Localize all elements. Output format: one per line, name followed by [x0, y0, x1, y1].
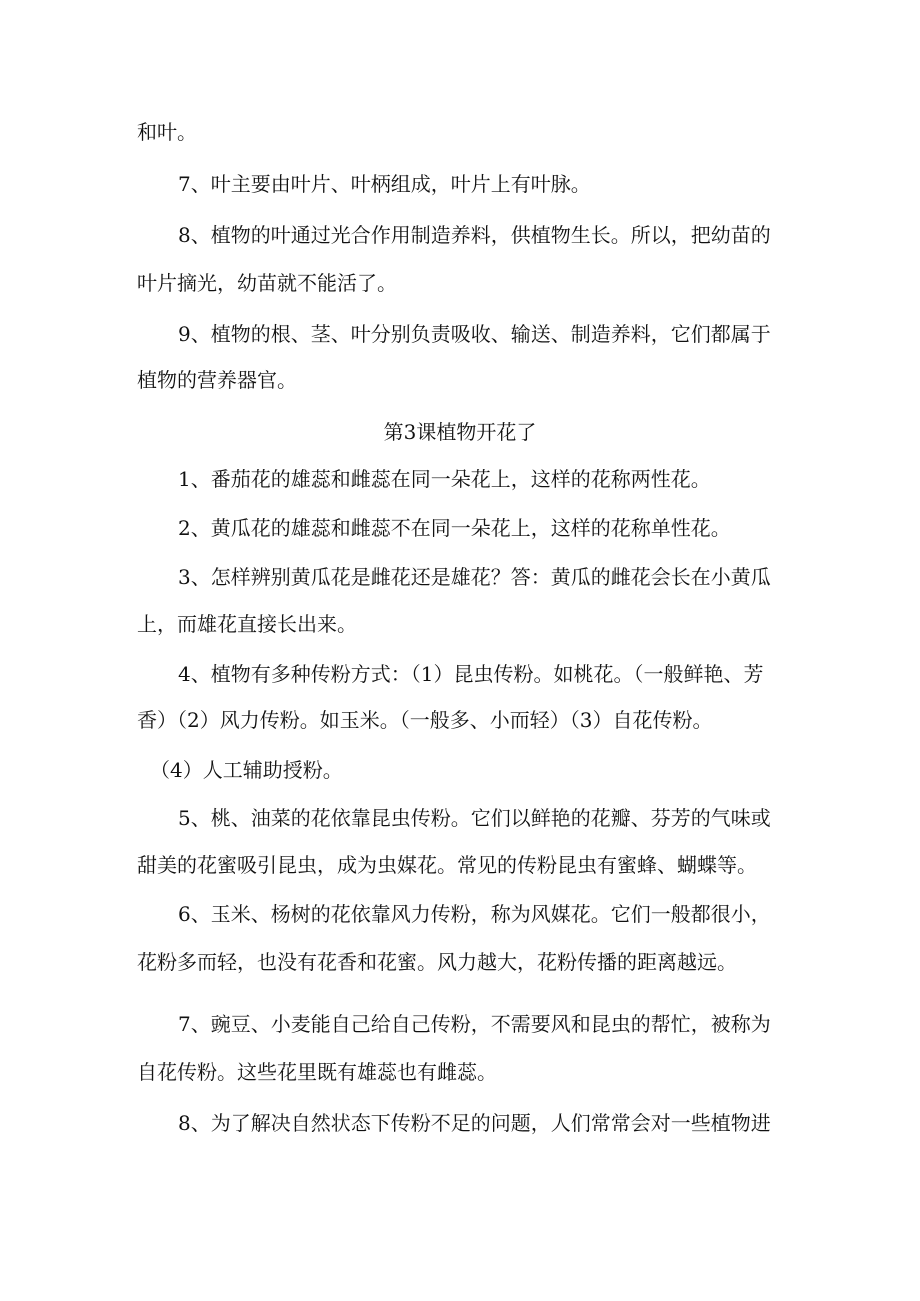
lesson-paragraph-3-line-1: 3、怎样辨别黄瓜花是雌花还是雄花？答：黄瓜的雌花会长在小黄瓜	[178, 565, 771, 589]
lesson-paragraph-5-line-1: 5、桃、油菜的花依靠昆虫传粉。它们以鲜艳的花瓣、芬芳的气味或	[178, 806, 771, 830]
lesson-paragraph-3-line-2: 上，而雄花直接长出来。	[137, 612, 357, 636]
paragraph-9-line-1: 9、植物的根、茎、叶分别负责吸收、输送、制造养料，它们都属于	[178, 322, 771, 346]
continuation-text: 和叶。	[137, 120, 197, 144]
lesson-paragraph-8-line-1: 8、为了解决自然状态下传粉不足的问题，人们常常会对一些植物进	[178, 1111, 771, 1135]
paragraph-8-line-2: 叶片摘光，幼苗就不能活了。	[137, 271, 397, 295]
lesson-paragraph-4-line-1: 4、植物有多种传粉方式：（1）昆虫传粉。如桃花。（一般鲜艳、芳	[178, 662, 764, 686]
paragraph-9-line-2: 植物的营养器官。	[137, 368, 297, 392]
paragraph-7: 7、叶主要由叶片、叶柄组成，叶片上有叶脉。	[178, 172, 591, 196]
lesson-paragraph-6-line-1: 6、玉米、杨树的花依靠风力传粉，称为风媒花。它们一般都很小，	[178, 902, 771, 926]
lesson-paragraph-2: 2、黄瓜花的雄蕊和雌蕊不在同一朵花上，这样的花称单性花。	[178, 516, 731, 540]
lesson-paragraph-4-line-2: 香）（2）风力传粉。如玉米。（一般多、小而轻）（3）自花传粉。	[137, 708, 713, 732]
paragraph-8-line-1: 8、植物的叶通过光合作用制造养料，供植物生长。所以，把幼苗的	[178, 223, 771, 247]
lesson-paragraph-1: 1、番茄花的雄蕊和雌蕊在同一朵花上，这样的花称两性花。	[178, 467, 711, 491]
lesson-paragraph-7-line-1: 7、豌豆、小麦能自己给自己传粉，不需要风和昆虫的帮忙，被称为	[178, 1012, 771, 1036]
lesson-title: 第3课植物开花了	[383, 420, 537, 444]
lesson-paragraph-5-line-2: 甜美的花蜜吸引昆虫，成为虫媒花。常见的传粉昆虫有蜜蜂、蝴蝶等。	[137, 853, 757, 877]
lesson-paragraph-6-line-2: 花粉多而轻，也没有花香和花蜜。风力越大，花粉传播的距离越远。	[137, 950, 737, 974]
lesson-paragraph-4-line-3: （4）人工辅助授粉。	[150, 758, 343, 782]
lesson-paragraph-7-line-2: 自花传粉。这些花里既有雄蕊也有雌蕊。	[137, 1060, 497, 1084]
